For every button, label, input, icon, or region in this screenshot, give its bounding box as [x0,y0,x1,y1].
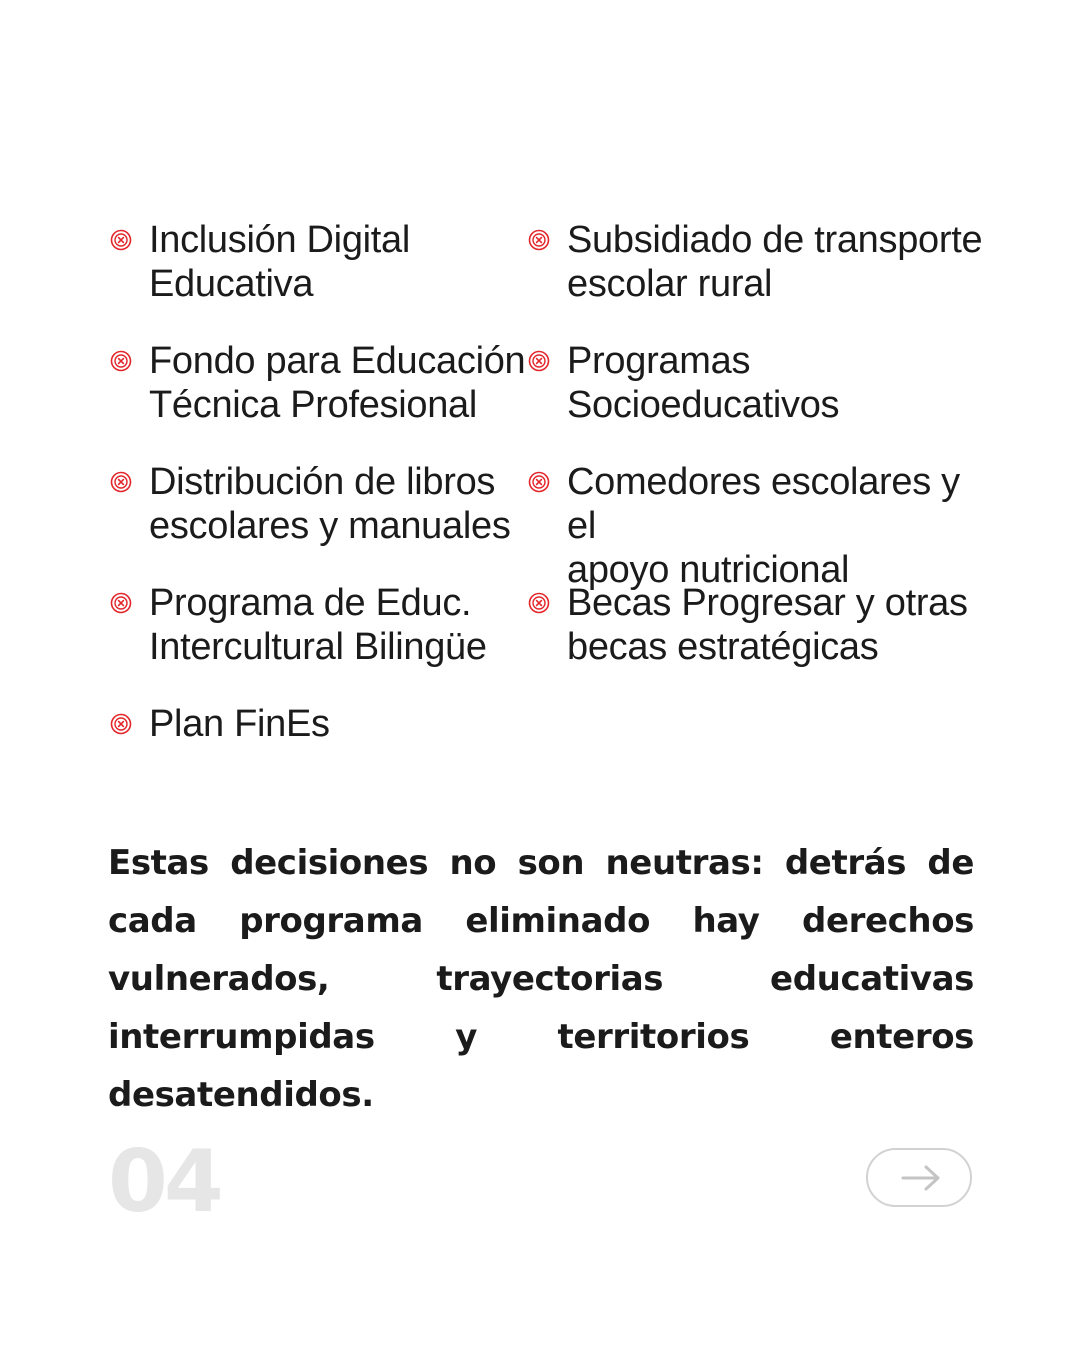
list-item-line: escolar rural [567,263,773,305]
list-item-line: Plan FinEs [149,703,330,745]
list-item-line: Subsidiado de transporte [567,219,983,261]
list-item-line: Comedores escolares y el [567,461,960,547]
list-item-line: Fondo para Educación [149,340,526,382]
list-item [526,581,986,669]
list-item [108,218,548,306]
x-circle-icon [528,471,550,493]
list-item-line: Educativa [149,263,314,305]
list-item-line: apoyo nutricional [567,549,850,591]
list-item [526,339,986,427]
x-circle-icon [110,350,132,372]
x-circle-icon [528,350,550,372]
x-circle-icon [110,229,132,251]
x-circle-icon [110,471,132,493]
next-button[interactable] [866,1148,972,1207]
list-item-line: Programa de Educ. [149,582,472,624]
list-item [108,460,548,548]
list-item-line: Inclusión Digital [149,219,411,261]
list-item-line: Socioeducativos [567,384,840,426]
list-item-line: Técnica Profesional [149,384,478,426]
x-circle-icon [528,229,550,251]
list-item [526,460,986,591]
list-item-line: becas estratégicas [567,626,879,668]
list-item-line: escolares y manuales [149,505,511,547]
list-item [108,339,548,427]
list-item-line: Becas Progresar y otras [567,582,968,624]
program-list-right [526,218,986,702]
closing-statement: Estas decisiones no son neutras: detrás de cada programa eliminado hay derechos vulnerados, trayectorias educativas interrumpidas y territorios enteros desatendidos. [108,843,974,1115]
list-item [526,218,986,306]
list-item [108,702,548,746]
program-list-left [108,218,548,779]
x-circle-icon [110,713,132,735]
list-item-line: Distribución de libros [149,461,496,503]
list-item-line: Intercultural Bilingüe [149,626,487,668]
arrow-right-icon [901,1164,941,1192]
x-circle-icon [110,592,132,614]
x-circle-icon [528,592,550,614]
list-item [108,581,548,669]
list-item-line: Programas [567,340,751,382]
page-number: 04 [108,1132,220,1232]
